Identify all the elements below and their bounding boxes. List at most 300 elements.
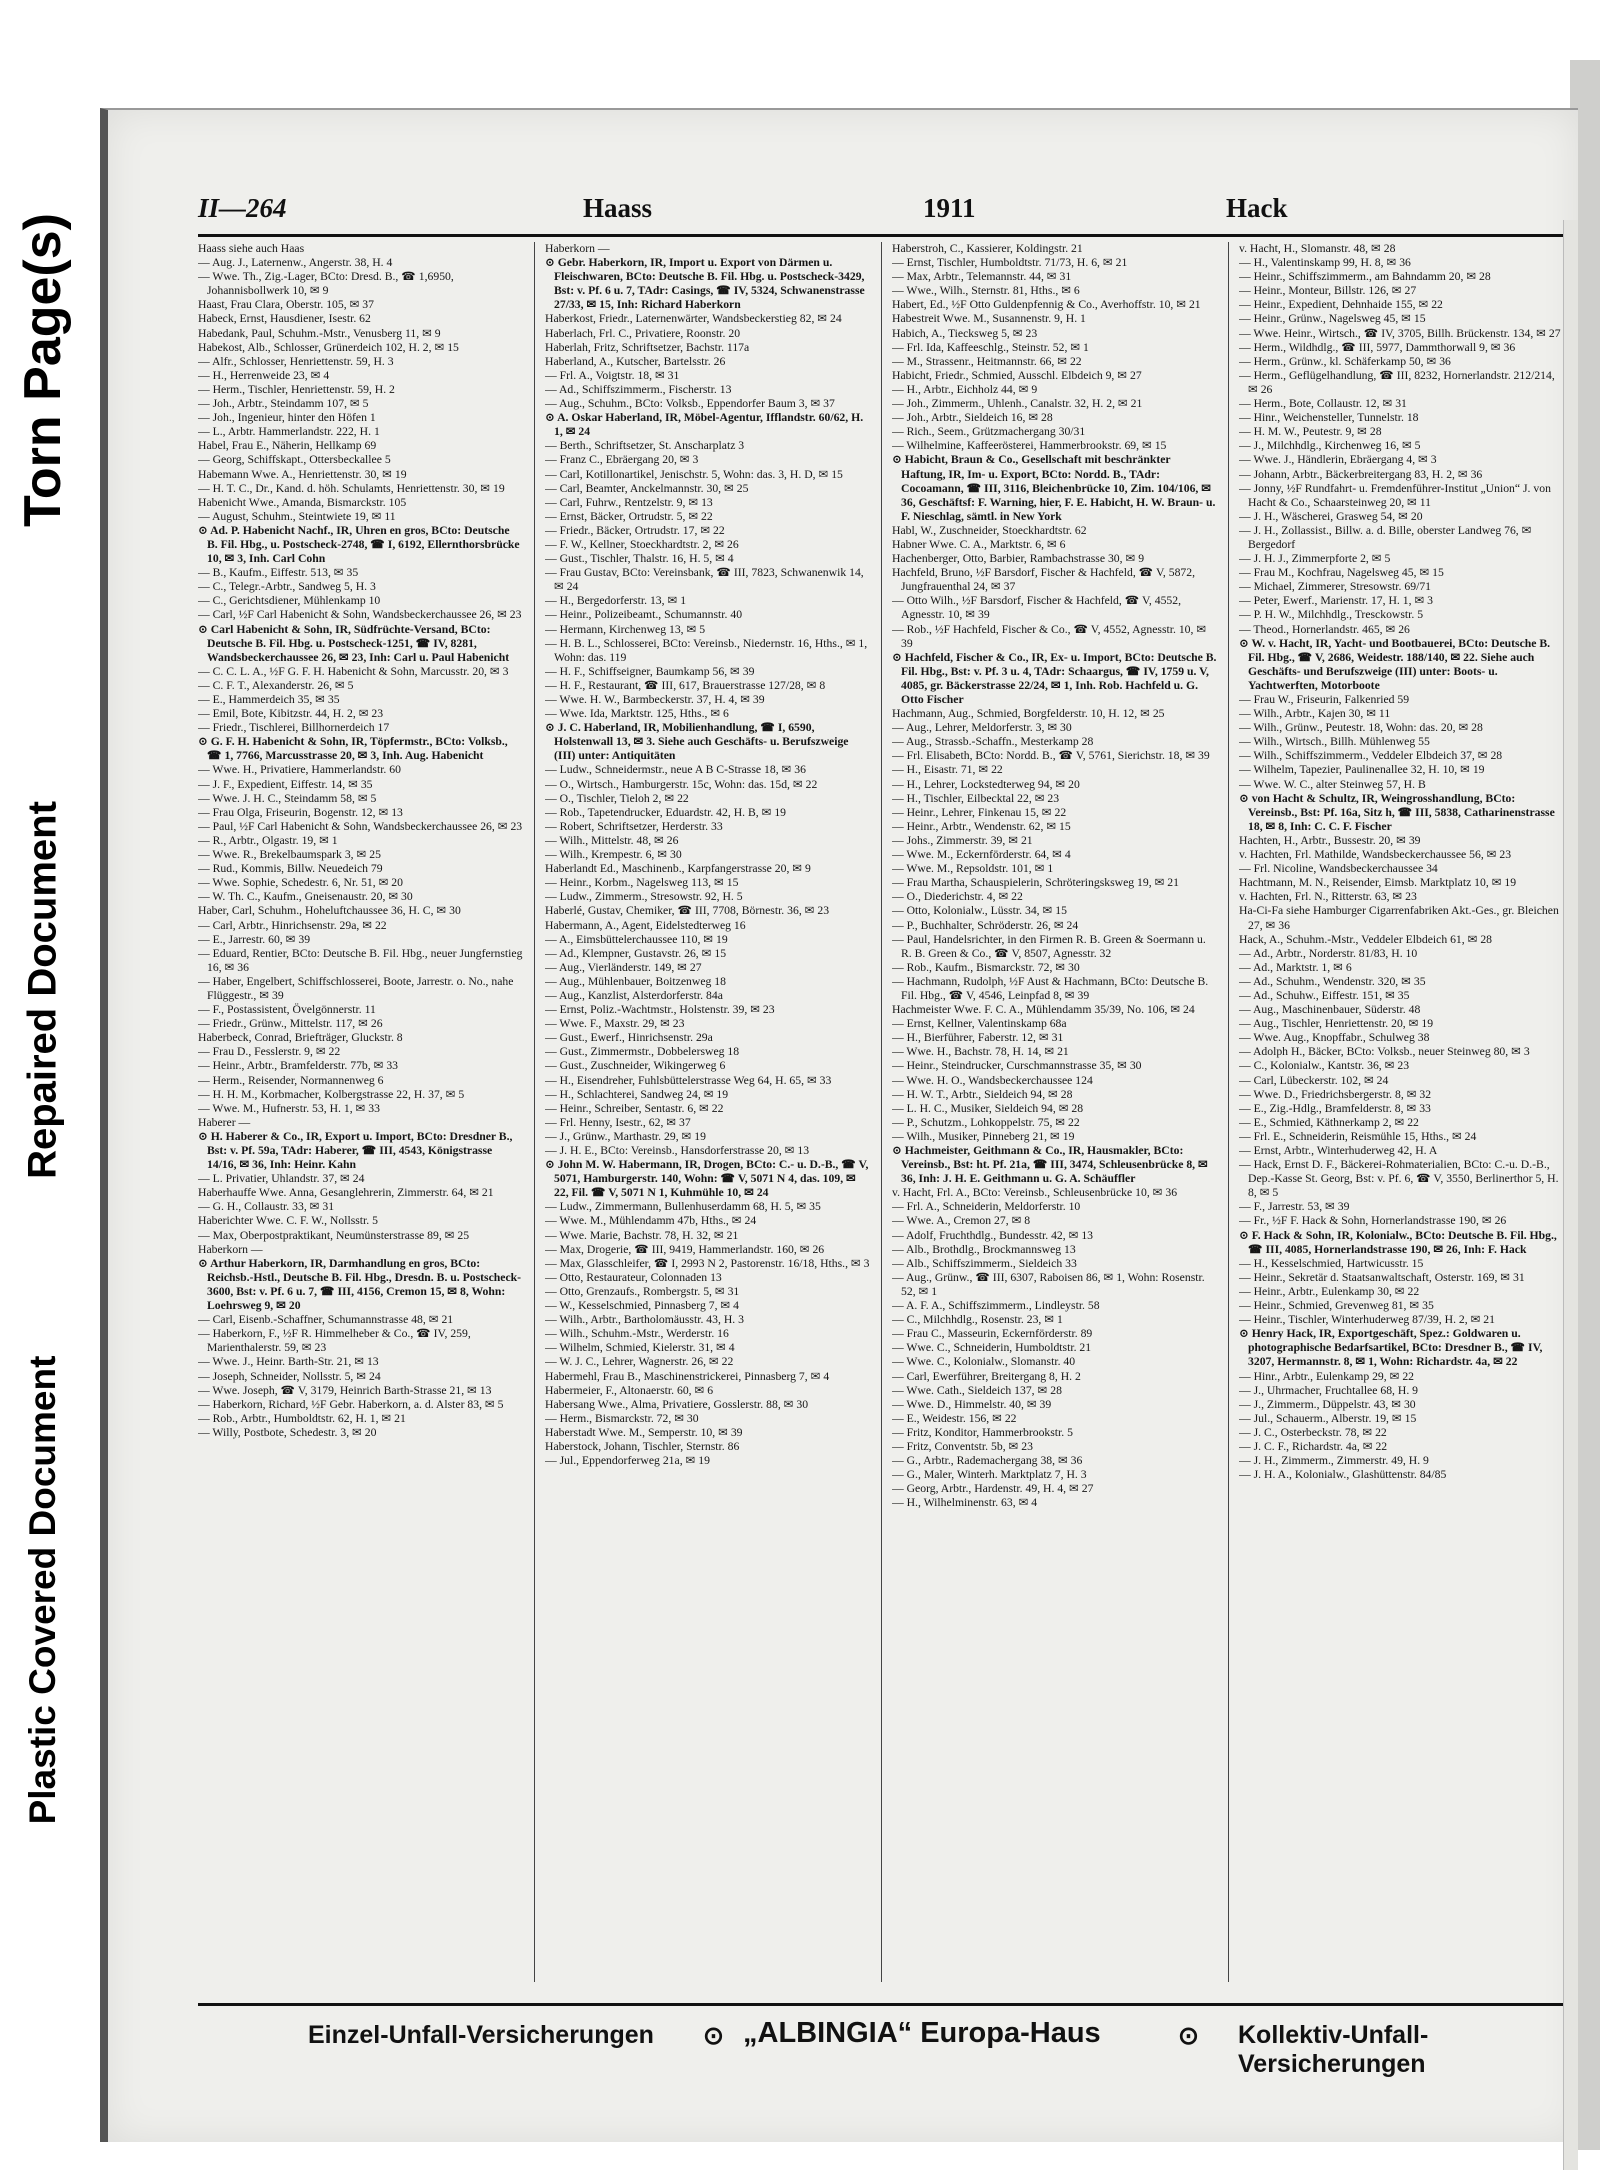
directory-entry: — Wwe. F., Maxstr. 29, ✉ 23: [545, 1017, 685, 1031]
directory-entry: — Wwe. M., Mühlendamm 47b, Hths., ✉ 24: [545, 1214, 757, 1228]
directory-entry: — Heinr., Expedient, Dehnhaide 155, ✉ 22: [1239, 298, 1443, 312]
directory-entry: — Ludw., Zimmerm., Stresowstr. 92, H. 5: [545, 890, 743, 904]
directory-entry: — Ad., Schiffszimmerm., Fischerstr. 13: [545, 382, 732, 396]
directory-entry: — Wilh., Krempestr. 6, ✉ 30: [545, 848, 682, 862]
directory-entry: — Frau Gustav, BCto: Vereinsbank, ☎ III, 7823, Schwanenwik 14, ✉ 24: [545, 566, 864, 594]
directory-entry: — Alb., Schiffszimmerm., Sieldeich 33: [892, 1256, 1077, 1270]
directory-entry: v. Hacht, H., Slomanstr. 48, ✉ 28: [1239, 242, 1396, 255]
directory-entry: — Rich., Seem., Grützmachergang 30/31: [892, 425, 1086, 439]
directory-entry: — Herm., Bote, Collaustr. 12, ✉ 31: [1239, 397, 1407, 411]
directory-entry: — J. H. A., Kolonialw., Glashüttenstr. 84/85: [1239, 1468, 1447, 1482]
directory-entry: — G., Arbtr., Rademachergang 38, ✉ 36: [892, 1454, 1083, 1468]
directory-entry: — Otto, Grenzaufs., Rombergstr. 5, ✉ 31: [545, 1284, 740, 1298]
directory-entry: — Wwe. Marie, Bachstr. 78, H. 32, ✉ 21: [545, 1228, 739, 1242]
directory-entry: — H., Valentinskamp 99, H. 8, ✉ 36: [1239, 256, 1411, 270]
directory-entry: Haberstock, Johann, Tischler, Sternstr. 86: [545, 1439, 740, 1453]
directory-entry: Habicht, Friedr., Schmied, Ausschl. Elbdeich 9, ✉ 27: [892, 368, 1142, 382]
directory-entry: — G., Maler, Winterh. Marktplatz 7, H. 3: [892, 1468, 1087, 1482]
directory-entry: — Wilh., Schiffszimmerm., Veddeler Elbdeich 37, ✉ 28: [1239, 749, 1503, 763]
directory-entry: — Frau Olga, Friseurin, Bogenstr. 12, ✉ 13: [198, 805, 403, 819]
directory-entry: — Herm., Tischler, Henriettenstr. 59, H. 2: [198, 382, 395, 396]
directory-entry: — L. H. C., Musiker, Sieldeich 94, ✉ 28: [892, 1101, 1084, 1115]
directory-entry: — J. H., Wäscherei, Grasweg 54, ✉ 20: [1239, 509, 1423, 523]
directory-entry: — Theod., Hornerlandstr. 465, ✉ 26: [1239, 622, 1410, 636]
directory-entry: Hachtmann, M. N., Reisender, Eimsb. Marktplatz 10, ✉ 19: [1239, 876, 1517, 890]
directory-entry: — Aug., Kanzlist, Alsterdorferstr. 84a: [545, 988, 723, 1002]
directory-entry: — J. H. E., BCto: Vereinsb., Hansdorferstrasse 20, ✉ 13: [545, 1144, 810, 1157]
directory-entry: Habenicht Wwe., Amanda, Bismarckstr. 105: [198, 495, 407, 509]
directory-entry: — Aug., Lehrer, Meldorferstr. 3, ✉ 30: [892, 721, 1072, 735]
directory-entry: — H. F., Schiffseigner, Baumkamp 56, ✉ 39: [545, 664, 755, 678]
directory-entry: — Wilhelm, Schmied, Kielerstr. 31, ✉ 4: [545, 1341, 735, 1355]
page-number: II—264: [198, 193, 287, 223]
header-rule: [198, 234, 1576, 237]
directory-entry: — Carl, ½F Carl Habenicht & Sohn, Wandsbeckerchaussee 26, ✉ 23: [198, 608, 522, 622]
directory-entry: Haberhauffe Wwe. Anna, Gesanglehrerin, Zimmerstr. 64, ✉ 21: [198, 1186, 494, 1200]
directory-entry: — Frl. A., Voigtstr. 18, ✉ 31: [545, 368, 680, 382]
header-keyword-right: Hack: [1226, 193, 1288, 223]
directory-entry: — Carl, Beamter, Anckelmannstr. 30, ✉ 25: [545, 481, 749, 495]
directory-entry: — Frl. Ida, Kaffeeschlg., Steinstr. 52, ✉ 1: [892, 340, 1089, 354]
directory-entry: — J. C., Osterbeckstr. 78, ✉ 22: [1239, 1425, 1387, 1439]
column-divider: [1228, 242, 1229, 1982]
directory-entry: — Herm., Grünw., kl. Schäferkamp 50, ✉ 36: [1239, 354, 1451, 368]
directory-entry: — Heinr., Tischler, Winterhuderweg 87/39, H. 2, ✉ 21: [1239, 1313, 1495, 1327]
footer-left-text: Einzel-Unfall-Versicherungen: [308, 2021, 654, 2049]
directory-entry: — Herm., Geflügelhandlung, ☎ III, 8232, Hornerlandstr. 212/214, ✉ 26: [1239, 368, 1555, 396]
directory-entry: — P., Schutzm., Lohkoppelstr. 75, ✉ 22: [892, 1115, 1080, 1129]
directory-entry: — Heinr., Monteur, Billstr. 126, ✉ 27: [1239, 284, 1417, 298]
directory-entry: — H., Lehrer, Lockstedterweg 94, ✉ 20: [892, 777, 1080, 791]
directory-entry: Habedank, Paul, Schuhm.-Mstr., Venusberg 11, ✉ 9: [198, 326, 441, 340]
directory-entry: — Gust., Ewerf., Hinrichsenstr. 29a: [545, 1031, 713, 1045]
directory-entry: — J., Milchhdlg., Kirchenweg 16, ✉ 5: [1239, 439, 1421, 453]
header-keyword-left: Haass: [583, 193, 653, 223]
directory-entry: Habl, W., Zuschneider, Stoeckhardtstr. 62: [892, 523, 1087, 537]
firm-advert-entry: ⊙ Carl Habenicht & Sohn, IR, Südfrüchte-Versand, BCto: Deutsche B. Fil. Hbg. u. Postscheck-1251, ☎ IV, 8281, Wandsbeckerchaussee 26, ✉ 23, Inh: Carl u. Paul Habenicht: [198, 622, 510, 664]
directory-entry: — Heinr., Schmied, Grevenweg 81, ✉ 35: [1239, 1299, 1434, 1313]
directory-entry: — Ad., Klempner, Gustavstr. 26, ✉ 15: [545, 946, 727, 960]
directory-entry: — Joh., Arbtr., Steindamm 107, ✉ 5: [198, 397, 369, 411]
directory-entry: — Otto, Kolonialw., Lüsstr. 34, ✉ 15: [892, 904, 1067, 918]
directory-entry: — Heinr., Korbm., Nagelsweg 113, ✉ 15: [545, 876, 739, 890]
firm-advert-entry: ⊙ J. C. Haberland, IR, Mobilienhandlung, ☎ I, 6590, Holstenwall 13, ✉ 3. Siehe auch Geschäfts- u. Berufszweige (III) unter: Antiquitäten: [545, 721, 849, 763]
column-1: [198, 242, 523, 1982]
directory-entry: — Ad., Schuhm., Wendenstr. 320, ✉ 35: [1239, 974, 1426, 988]
directory-entry: Habeck, Ernst, Hausdiener, Isestr. 62: [198, 312, 371, 326]
directory-entry: Habermehl, Frau B., Maschinenstrickerei, Pinnasberg 7, ✉ 4: [545, 1369, 830, 1383]
directory-entry: — Paul, ½F Carl Habenicht & Sohn, Wandsbeckerchaussee 26, ✉ 23: [198, 819, 523, 833]
directory-entry: — Carl, Kotillonartikel, Jenischstr. 5, Wohn: das. 3, H. D, ✉ 15: [545, 467, 843, 481]
torn-edge: [1563, 220, 1578, 2170]
directory-entry: — Willy, Postbote, Schedestr. 3, ✉ 20: [198, 1425, 377, 1439]
directory-entry: — Rob., Kaufm., Bismarckstr. 72, ✉ 30: [892, 960, 1080, 974]
firm-advert-entry: ⊙ John M. W. Habermann, IR, Drogen, BCto: C.- u. D.-B., ☎ V, 5071, Hamburgerstr. 140, Wohn: ☎ V, 5071 N 4, das. 109, ✉ 22, Fil. ☎ V, 5071 N 1, Kuhmühle 10, ✉ 24: [545, 1158, 869, 1200]
directory-entry: — F., Postassistent, Övelgönnerstr. 11: [198, 1003, 376, 1017]
directory-entry: — Wwe. Heinr., Wirtsch., ☎ IV, 3705, Billh. Brückenstr. 134, ✉ 27: [1239, 326, 1561, 340]
directory-entry: — C. C. L. A., ½F G. F. H. Habenicht & Sohn, Marcusstr. 20, ✉ 3: [198, 664, 509, 678]
directory-entry: — J. C. F., Richardstr. 4a, ✉ 22: [1239, 1439, 1388, 1453]
directory-entry: — Fritz, Konditor, Hammerbrookstr. 5: [892, 1425, 1073, 1439]
firm-advert-entry: ⊙ Gebr. Haberkorn, IR, Import u. Export von Därmen u. Fleischwaren, BCto: Deutsche B. Fil. Hbg. u. Postscheck-3429, Bst: v. Pf. 6 u. 7, TAdr: Casings, ☎ IV, 5324, Schwanenstrasse 27/33, ✉ 15, Inh: Richard Haberkorn: [545, 256, 865, 312]
directory-entry: — C., Kolonialw., Kantstr. 36, ✉ 23: [1239, 1059, 1410, 1073]
directory-entry: — Jul., Eppendorferweg 21a, ✉ 19: [545, 1454, 710, 1468]
directory-entry: — Frl. A., Schneiderin, Meldorferstr. 10: [892, 1200, 1081, 1214]
directory-entry: — Hachmann, Rudolph, ½F Aust & Hachmann, BCto: Deutsche B. Fil. Hbg., ☎ V, 4546, Leinpfad 8, ✉ 39: [892, 974, 1209, 1002]
directory-entry: — Hermann, Kirchenweg 13, ✉ 5: [545, 622, 706, 636]
directory-entry: — Wwe. Ida, Marktstr. 125, Hths., ✉ 6: [545, 707, 729, 721]
directory-entry: — Rob., Tapetendrucker, Eduardstr. 42, H. B, ✉ 19: [545, 805, 787, 819]
directory-entry: — J., Zimmerm., Düppelstr. 43, ✉ 30: [1239, 1397, 1416, 1411]
directory-entry: — H. B. L., Schlosserei, BCto: Vereinsb., Niedernstr. 16, Hths., ✉ 1, Wohn: das. 119: [545, 636, 868, 664]
directory-entry: — Heinr., Sekretär d. Staatsanwaltschaft, Osterstr. 169, ✉ 31: [1239, 1270, 1525, 1284]
directory-entry: — Wilh., Schuhm.-Mstr., Werderstr. 16: [545, 1327, 729, 1341]
directory-entry: — Heinr., Arbtr., Bramfelderstr. 77b, ✉ 33: [198, 1059, 399, 1073]
directory-entry: — Haberkorn, Richard, ½F Gebr. Haberkorn, a. d. Alster 83, ✉ 5: [198, 1397, 504, 1411]
directory-entry: Haberlé, Gustav, Chemiker, ☎ III, 7708, Börnestr. 36, ✉ 23: [545, 904, 830, 918]
directory-entry: Hachmeister Wwe. F. C. A., Mühlendamm 35/39, No. 106, ✉ 24: [892, 1003, 1195, 1017]
firm-advert-entry: ⊙ Arthur Haberkorn, IR, Darmhandlung en gros, BCto: Reichsb.-Hstl., Deutsche B. Fil. Hbg., Dresdn. B. u. Postscheck-3600, Bst: v. Pf. 6 u. 7, ☎ III, 4156, Cremon 15, ✉ 8, Wohn: Loehrsweg 9, ✉ 20: [198, 1256, 522, 1313]
directory-entry: — H., Herrenweide 23, ✉ 4: [198, 368, 330, 382]
directory-entry: Hachmann, Aug., Schmied, Borgfelderstr. 10, H. 12, ✉ 25: [892, 707, 1165, 721]
directory-entry: — Wwe. Th., Zig.-Lager, BCto: Dresd. B., ☎ 1,6950, Johannisbollwerk 10, ✉ 9: [198, 270, 454, 298]
directory-entry: Hachenberger, Otto, Barbier, Rambachstrasse 30, ✉ 9: [892, 552, 1145, 566]
directory-entry: Haberlandt Ed., Maschinenb., Karpfangerstrasse 20, ✉ 9: [545, 862, 811, 876]
directory-entry: — Wilhelmine, Kaffeerösterei, Hammerbrookstr. 69, ✉ 15: [892, 439, 1167, 453]
footer-rule: [198, 2003, 1576, 2006]
directory-entry: — Aug., Schuhm., BCto: Volksb., Eppendorfer Baum 3, ✉ 37: [545, 397, 835, 411]
directory-entry: — Jonny, ½F Rundfahrt- u. Fremdenführer-Institut „Union“ J. von Hacht & Co., Schaarsteinweg 20, ✉ 11: [1239, 481, 1551, 509]
directory-entry: — August, Schuhm., Steintwiete 19, ✉ 11: [198, 509, 396, 523]
directory-entry: Haberkorn —: [198, 1242, 263, 1256]
directory-entry: — O., Diederichstr. 4, ✉ 22: [892, 890, 1023, 904]
directory-entry: — Wwe. H. O., Wandsbeckerchaussee 124: [892, 1073, 1093, 1087]
directory-entry: — Frl. E., Schneiderin, Reismühle 15, Hths., ✉ 24: [1239, 1129, 1477, 1143]
directory-entry: — A., Eimsbüttelerchaussee 110, ✉ 19: [545, 932, 728, 946]
directory-entry: — Georg, Schiffskapt., Ottersbeckallee 5: [198, 453, 391, 467]
column-4: [1239, 242, 1564, 1982]
directory-entry: — Otto Wilh., ½F Barsdorf, Fischer & Hachfeld, ☎ V, 4552, Agnesstr. 10, ✉ 39: [892, 594, 1182, 622]
directory-entry: — Wwe. J., Händlerin, Ebräergang 4, ✉ 3: [1239, 453, 1437, 467]
directory-entry: v. Hachten, Frl. N., Ritterstr. 63, ✉ 23: [1239, 890, 1417, 904]
directory-entry: — Alfr., Schlosser, Henriettenstr. 59, H. 3: [198, 354, 394, 368]
directory-entry: — Robert, Schriftsetzer, Herderstr. 33: [545, 819, 723, 833]
directory-entry: — Frl. Henny, Isestr., 62, ✉ 37: [545, 1115, 691, 1129]
directory-entry: — Wilhelm, Tapezier, Paulinenallee 32, H. 10, ✉ 19: [1239, 763, 1485, 777]
directory-entry: — Wwe. Aug., Knopffabr., Schulweg 38: [1239, 1031, 1430, 1045]
directory-entry: — O., Tischler, Tieloh 2, ✉ 22: [545, 791, 689, 805]
directory-entry: — Ad., Arbtr., Norderstr. 81/83, H. 10: [1239, 946, 1418, 960]
directory-entry: — Aug., Grünw., ☎ III, 6307, Raboisen 86, ✉ 1, Wohn: Rosenstr. 52, ✉ 1: [892, 1270, 1205, 1298]
firm-advert-entry: ⊙ von Hacht & Schultz, IR, Weingrosshandlung, BCto: Vereinsb., Bst: Pf. 16a, Sitz h, ☎ III, 5838, Catharinenstrasse 18, ✉ 8, Inh: C. C. F. Fischer: [1239, 791, 1555, 833]
footer-center-text: „ALBINGIA“ Europa-Haus: [743, 2017, 1101, 2049]
directory-entry: Hachfeld, Bruno, ½F Barsdorf, Fischer & Hachfeld, ☎ V, 5872, Jungfrauenthal 24, ✉ 37: [892, 566, 1196, 594]
directory-entry: — Friedr., Bäcker, Ortrudstr. 17, ✉ 22: [545, 523, 725, 537]
directory-entry: — Adolph H., Bäcker, BCto: Volksb., neuer Steinweg 80, ✉ 3: [1239, 1045, 1530, 1059]
directory-entry: — R., Arbtr., Olgastr. 19, ✉ 1: [198, 833, 338, 847]
directory-entry: — Carl, Lübeckerstr. 102, ✉ 24: [1239, 1073, 1389, 1087]
directory-entry: Haber, Carl, Schuhm., Hoheluftchaussee 36, H. C, ✉ 30: [198, 904, 461, 918]
directory-entry: — Alb., Brothdlg., Brockmannsweg 13: [892, 1242, 1076, 1256]
page-header: [198, 185, 1576, 235]
directory-entry: — Heinr., Schiffszimmerm., am Bahndamm 20, ✉ 28: [1239, 270, 1491, 284]
directory-entry: v. Hachten, Frl. Mathilde, Wandsbeckerchaussee 56, ✉ 23: [1239, 848, 1512, 862]
directory-entry: — J. H., Zimmerm., Zimmerstr. 49, H. 9: [1239, 1454, 1429, 1468]
directory-entry: Haberstroh, C., Kassierer, Koldingstr. 21: [892, 242, 1083, 255]
firm-advert-entry: ⊙ Henry Hack, IR, Exportgeschäft, Spez.: Goldwaren u. photographische Bedarfsartikel, BCto: Dresdner B., ☎ IV, 3207, Hermannstr. 8, ✉ 1, Wohn: Richardstr. 4a, ✉ 22: [1239, 1327, 1543, 1369]
firm-advert-entry: ⊙ Ad. P. Habenicht Nachf., IR, Uhren en gros, BCto: Deutsche B. Fil. Hbg., u. Postscheck-2748, ☎ I, 6192, Ellernthorsbrücke 10, ✉ 3, Inh. Carl Cohn: [198, 523, 520, 566]
directory-entry: — Aug., Strassb.-Schaffn., Mesterkamp 28: [892, 735, 1094, 749]
directory-entry: — Frl. Nicoline, Wandsbeckerchaussee 34: [1239, 862, 1438, 876]
directory-entry: Hachten, H., Arbtr., Bussestr. 20, ✉ 39: [1239, 833, 1421, 847]
firm-advert-entry: ⊙ Hachfeld, Fischer & Co., IR, Ex- u. Import, BCto: Deutsche B. Fil. Hbg., Bst: v. Pf. 3 u. 4, TAdr: Schaargus, ☎ IV, 1759 u. V, 4085, gr. Bäckerstrasse 22/24, ✉ 1, Inh. Rob. Hachfeld u. G. Otto Fischer: [892, 650, 1217, 706]
directory-page: [100, 108, 1578, 2142]
firm-advert-entry: ⊙ F. Hack & Sohn, IR, Kolonialw., BCto: Deutsche B. Fil. Hbg., ☎ III, 4085, Hornerlandstrasse 190, ✉ 26, Inh: F. Hack: [1239, 1228, 1557, 1256]
directory-entry: — C. F. T., Alexanderstr. 26, ✉ 5: [198, 678, 354, 692]
firm-advert-entry: ⊙ Habicht, Braun & Co., Gesellschaft mit beschränkter Haftung, IR, Im- u. Export, BCto: Nordd. B., TAdr: Cocoamann, ☎ III, 3116, Bleichenbrücke 10, Zim. 104/106, ✉ 36, Geschäftsf: F. Warning, hier, F. E. Habicht, H. W. Braun- u. F. Nieschlag, sämtl. in New York: [892, 453, 1216, 523]
directory-entry: — Wwe. Cath., Sieldeich 137, ✉ 28: [892, 1383, 1062, 1397]
directory-entry: — Ernst, Arbtr., Winterhuderweg 42, H. A: [1239, 1144, 1438, 1157]
directory-entry: — Paul, Handelsrichter, in den Firmen R. B. Green & Soermann u. R. B. Green & Co., ☎ V, 8507, Agnesstr. 32: [892, 932, 1206, 960]
directory-entry: — Herm., Wildhdlg., ☎ III, 5977, Dammthorwall 9, ✉ 36: [1239, 340, 1516, 354]
directory-entry: — H., Kesselschmied, Hartwicusstr. 15: [1239, 1256, 1424, 1270]
directory-entry: Haberer —: [198, 1115, 251, 1129]
directory-entry: — Wilh., Arbtr., Bartholomäusstr. 43, H. 3: [545, 1313, 744, 1327]
footer-right-text: Kollektiv-Unfall-Versicherungen: [1238, 2021, 1429, 2078]
directory-entry: — O., Wirtsch., Hamburgerstr. 15c, Wohn: das. 15d, ✉ 22: [545, 777, 818, 791]
directory-entry: — Wwe. W. C., alter Steinweg 57, H. B: [1239, 777, 1426, 791]
directory-entry: — Johann, Arbtr., Bäckerbreitergang 83, H. 2, ✉ 36: [1239, 467, 1483, 481]
directory-entry: — Peter, Ewerf., Marienstr. 17, H. 1, ✉ 3: [1239, 594, 1434, 608]
directory-entry: — Ludw., Schneidermstr., neue A B C-Strasse 18, ✉ 36: [545, 763, 806, 777]
directory-entry: — Joseph, Schneider, Nollsstr. 5, ✉ 24: [198, 1369, 381, 1383]
directory-entry: — Ernst, Poliz.-Wachtmstr., Holstenstr. 39, ✉ 23: [545, 1003, 775, 1017]
directory-entry: — Wilh., Musiker, Pinneberg 21, ✉ 19: [892, 1129, 1075, 1143]
directory-entry: — J., Uhrmacher, Fruchtallee 68, H. 9: [1239, 1383, 1419, 1397]
directory-entry: — Georg, Arbtr., Hardenstr. 49, H. 4, ✉ 27: [892, 1482, 1094, 1496]
directory-entry: — Wwe. M., Eckernförderstr. 64, ✉ 4: [892, 848, 1071, 862]
column-divider: [534, 242, 535, 1982]
directory-entry: — J., Grünw., Marthastr. 29, ✉ 19: [545, 1129, 706, 1143]
directory-entry: — Wwe. D., Himmelstr. 40, ✉ 39: [892, 1397, 1052, 1411]
directory-entry: Habner Wwe. C. A., Marktstr. 6, ✉ 6: [892, 537, 1066, 551]
directory-entry: — Frau Martha, Schauspielerin, Schröteringsksweg 19, ✉ 21: [892, 876, 1179, 890]
directory-entry: — Hack, Ernst D. F., Bäckerei-Rohmaterialien, BCto: C.-u. D.-B., Dep.-Kasse St. Georg, Bst: v. Pf. 6, ☎ V, 3550, Berlinerthor 5, H. 8, ✉ 5: [1239, 1158, 1559, 1200]
directory-entry: — Frau D., Fesslerstr. 9, ✉ 22: [198, 1045, 341, 1059]
directory-entry: Habemann Wwe. A., Henriettenstr. 30, ✉ 19: [198, 467, 407, 481]
directory-entry: — Fritz, Conventstr. 5b, ✉ 23: [892, 1439, 1033, 1453]
firm-advert-entry: ⊙ H. Haberer & Co., IR, Export u. Import, BCto: Dresdner B., Bst: v. Pf. 59a, TAdr: Haberer, ☎ III, 4543, Königstrasse 14/16, ✉ 36, Inh: Heinr. Kahn: [198, 1129, 513, 1172]
directory-entry: — A. F. A., Schiffszimmerm., Lindleystr. 58: [892, 1299, 1100, 1313]
torn-pages-label: Torn Page(s): [14, 213, 72, 527]
directory-entry: — Wwe. J. H. C., Steindamm 58, ✉ 5: [198, 791, 377, 805]
directory-entry: — E., Schmied, Käthnerkamp 2, ✉ 22: [1239, 1115, 1419, 1129]
footer-separator: ⊙: [1178, 2022, 1199, 2050]
directory-entry: — Wwe. R., Brekelbaumspark 3, ✉ 25: [198, 848, 381, 862]
directory-entry: — Aug., Vierländerstr. 149, ✉ 27: [545, 960, 702, 974]
directory-entry: — Joh., Zimmerm., Uhlenh., Canalstr. 32, H. 2, ✉ 21: [892, 397, 1143, 411]
directory-entry: — Otto, Restaurateur, Colonnaden 13: [545, 1270, 722, 1284]
directory-entry: — J. H., Zollassist., Billw. a. d. Bille, oberster Landweg 76, ✉ Bergedorf: [1239, 523, 1532, 551]
directory-entry: — Aug., Maschinenbauer, Süderstr. 48: [1239, 1003, 1421, 1017]
directory-entry: — Heinr., Arbtr., Wendenstr. 62, ✉ 15: [892, 819, 1071, 833]
directory-entry: — Ernst, Bäcker, Ortrudstr. 5, ✉ 22: [545, 509, 713, 523]
directory-entry: — Aug., Mühlenbauer, Boitzenweg 18: [545, 974, 726, 988]
firm-advert-entry: ⊙ A. Oskar Haberland, IR, Möbel-Agentur, Ifflandstr. 60/62, H. 1, ✉ 24: [545, 411, 864, 439]
directory-entry: — Wwe. A., Cremon 27, ✉ 8: [892, 1214, 1031, 1228]
directory-entry: — Johs., Zimmerstr. 39, ✉ 21: [892, 833, 1033, 847]
directory-entry: — H., Tischler, Eilbecktal 22, ✉ 23: [892, 791, 1060, 805]
directory-entry: — Wilh., Grünw., Peutestr. 18, Wohn: das. 20, ✉ 28: [1239, 721, 1483, 735]
directory-entry: — Emil, Bote, Kibitzstr. 44, H. 2, ✉ 23: [198, 707, 384, 721]
directory-entry: — E., Weidestr. 156, ✉ 22: [892, 1411, 1017, 1425]
directory-entry: — Friedr., Tischlerei, Billhornerdeich 17: [198, 721, 390, 735]
directory-entry: — H., Schlachterei, Sandweg 24, ✉ 19: [545, 1087, 729, 1101]
directory-entry: — Wwe. C., Schneiderin, Humboldtstr. 21: [892, 1341, 1092, 1355]
directory-entry: — Haberkorn, F., ½F R. Himmelheber & Co., ☎ IV, 259, Marienthalerstr. 59, ✉ 23: [198, 1327, 471, 1355]
directory-entry: — Michael, Zimmerer, Stresowstr. 69/71: [1239, 580, 1432, 594]
directory-entry: — Wwe. M., Hufnerstr. 53, H. 1, ✉ 33: [198, 1101, 380, 1115]
directory-entry: — Frau W., Friseurin, Falkenried 59: [1239, 693, 1410, 706]
directory-entry: — E., Zig.-Hdlg., Bramfelderstr. 8, ✉ 33: [1239, 1101, 1431, 1115]
directory-entry: — L., Arbtr. Hammerlandstr. 222, H. 1: [198, 425, 380, 439]
directory-entry: — Gust., Tischler, Thalstr. 16, H. 5, ✉ 4: [545, 552, 734, 566]
directory-entry: Habestreit Wwe. M., Susannenstr. 9, H. 1: [892, 312, 1086, 326]
directory-entry: — P. H. W., Milchhdlg., Tresckowstr. 5: [1239, 608, 1424, 622]
directory-entry: Haberichter Wwe. C. F. W., Nollsstr. 5: [198, 1214, 378, 1228]
directory-entry: — W. Th. C., Kaufm., Gneisenaustr. 20, ✉ 30: [198, 890, 413, 904]
directory-entry: — Eduard, Rentier, BCto: Deutsche B. Fil. Hbg., neuer Jungfernstieg 16, ✉ 36: [198, 946, 523, 974]
directory-entry: — Ludw., Zimmermann, Bullenhuserdamm 68, H. 5, ✉ 35: [545, 1200, 821, 1214]
directory-entry: Habersang Wwe., Alma, Privatiere, Gosslerstr. 88, ✉ 30: [545, 1397, 809, 1411]
directory-entry: — C., Gerichtsdiener, Mühlenkamp 10: [198, 594, 381, 608]
directory-entry: Habert, Ed., ½F Otto Guldenpfennig & Co., Averhoffstr. 10, ✉ 21: [892, 298, 1201, 312]
directory-entry: — Heinr., Polizeibeamt., Schumannstr. 40: [545, 608, 743, 622]
directory-entry: — Heinr., Arbtr., Eulenkamp 30, ✉ 22: [1239, 1284, 1420, 1298]
directory-entry: — Frau M., Kochfrau, Nagelsweg 45, ✉ 15: [1239, 566, 1444, 580]
directory-entry: — Wwe. Sophie, Schedestr. 6, Nr. 51, ✉ 20: [198, 876, 403, 890]
directory-entry: — Frl. Elisabeth, BCto: Nordd. B., ☎ V, 5761, Sierichstr. 18, ✉ 39: [892, 749, 1210, 763]
directory-entry: — Heinr., Steindrucker, Curschmannstrasse 35, ✉ 30: [892, 1059, 1142, 1073]
directory-entry: — Herm., Bismarckstr. 72, ✉ 30: [545, 1411, 699, 1425]
directory-entry: — Wwe., Wilh., Sternstr. 81, Hths., ✉ 6: [892, 284, 1080, 298]
directory-entry: — H. H. M., Korbmacher, Kolbergstrasse 22, H. 37, ✉ 5: [198, 1087, 465, 1101]
directory-entry: — Fr., ½F F. Hack & Sohn, Hornerlandstrasse 190, ✉ 26: [1239, 1214, 1507, 1228]
directory-entry: — Carl, Eisenb.-Schaffner, Schumannstrasse 48, ✉ 21: [198, 1313, 454, 1327]
directory-entry: — Carl, Fuhrw., Rentzelstr. 9, ✉ 13: [545, 495, 713, 509]
directory-entry: Haberland, A., Kutscher, Bartelsstr. 26: [545, 354, 726, 368]
repaired-document-label: Repaired Document: [20, 801, 65, 1179]
directory-entry: — H., Arbtr., Eichholz 44, ✉ 9: [892, 382, 1038, 396]
directory-entry: Haass siehe auch Haas: [198, 242, 305, 255]
directory-entry: — Ad., Marktstr. 1, ✉ 6: [1239, 960, 1352, 974]
directory-entry: Haberlah, Fritz, Schriftsetzer, Bachstr. 117a: [545, 340, 750, 354]
directory-entry: — Rob., Arbtr., Humboldtstr. 62, H. 1, ✉ 21: [198, 1411, 406, 1425]
directory-entry: Hack, A., Schuhm.-Mstr., Veddeler Elbdeich 61, ✉ 28: [1239, 932, 1493, 946]
directory-entry: — Heinr., Schreiber, Sentastr. 6, ✉ 22: [545, 1101, 724, 1115]
directory-entry: — Frau C., Masseurin, Eckernförderstr. 89: [892, 1327, 1093, 1341]
directory-entry: — Berth., Schriftsetzer, St. Anscharplatz 3: [545, 439, 745, 453]
directory-entry: — Joh., Arbtr., Sieldeich 16, ✉ 28: [892, 411, 1053, 425]
directory-entry: — Friedr., Grünw., Mittelstr. 117, ✉ 26: [198, 1017, 383, 1031]
directory-entry: — Max, Glasschleifer, ☎ I, 2993 N 2, Pastorenstr. 16/18, Hths., ✉ 3: [545, 1256, 870, 1270]
directory-entry: — H. F., Restaurant, ☎ III, 617, Brauerstrasse 127/28, ✉ 8: [545, 678, 826, 692]
directory-entry: — W., Kesselschmied, Pinnasberg 7, ✉ 4: [545, 1299, 739, 1313]
directory-entry: — Ernst, Kellner, Valentinskamp 68a: [892, 1017, 1067, 1031]
directory-entry: — E., Jarrestr. 60, ✉ 39: [198, 932, 311, 946]
plastic-covered-label: Plastic Covered Document: [22, 1355, 63, 1825]
directory-entry: — Wwe. C., Kolonialw., Slomanstr. 40: [892, 1355, 1076, 1369]
directory-entry: Haberlach, Frl. C., Privatiere, Roonstr. 20: [545, 326, 741, 340]
directory-entry: — Heinr., Lehrer, Finkenau 15, ✉ 22: [892, 805, 1067, 819]
directory-entry: v. Hacht, Frl. A., BCto: Vereinsb., Schleusenbrücke 10, ✉ 36: [892, 1186, 1178, 1200]
advertisement-footer: [198, 2015, 1576, 2078]
directory-entry: — H., Eisendreher, Fuhlsbüttelerstrasse Weg 64, H. 65, ✉ 33: [545, 1073, 832, 1087]
directory-entry: — F. W., Kellner, Stoeckhardtstr. 2, ✉ 26: [545, 537, 739, 551]
directory-entry: — H., Bierführer, Faberstr. 12, ✉ 31: [892, 1031, 1064, 1045]
directory-entry: — J. H. J., Zimmerpforte 2, ✉ 5: [1239, 552, 1391, 566]
firm-advert-entry: ⊙ G. F. H. Habenicht & Sohn, IR, Töpfermstr., BCto: Volksb., ☎ 1, 7766, Marcusstrasse 20, ✉ 3, Inh. Aug. Habenicht: [198, 735, 508, 763]
directory-entry: Haberkorn —: [545, 242, 610, 255]
directory-entry: — Wilh., Mittelstr. 48, ✉ 26: [545, 833, 679, 847]
directory-entry: — Wwe. H., Bachstr. 78, H. 14, ✉ 21: [892, 1045, 1069, 1059]
firm-advert-entry: ⊙ Hachmeister, Geithmann & Co., IR, Hausmakler, BCto: Vereinsb., Bst: ht. Pf. 21a, ☎ III, 3474, Schleusenbrücke 8, ✉ 36, Inh: J. H. E. Geithmann u. G. A. Schäuffler: [892, 1144, 1208, 1186]
directory-entry: — Adolf, Fruchthdlg., Bundesstr. 42, ✉ 13: [892, 1228, 1094, 1242]
directory-entry: — Haber, Engelbert, Schiffschlosserei, Boote, Jarrestr. o. No., nahe Flüggestr., ✉ 39: [198, 974, 514, 1002]
directory-entry: Haberkost, Friedr., Laternenwärter, Wandsbeckerstieg 82, ✉ 24: [545, 312, 842, 326]
directory-entry: — E., Hammerdeich 35, ✉ 35: [198, 693, 340, 706]
firm-advert-entry: ⊙ W. v. Hacht, IR, Yacht- und Bootbauerei, BCto: Deutsche B. Fil. Hbg., ☎ V, 2686, Weidestr. 188/140, ✉ 22. Siehe auch Geschäfts- und Berufszweige (III) unter: Boots- u. Yachtwerften, Motorboote: [1239, 636, 1551, 692]
directory-entry: Habermeier, F., Altonaerstr. 60, ✉ 6: [545, 1383, 714, 1397]
directory-entry: — Aug., Tischler, Henriettenstr. 20, ✉ 19: [1239, 1017, 1434, 1031]
directory-entry: — Wilh., Wirtsch., Billh. Mühlenweg 55: [1239, 735, 1430, 749]
document-condition-labels: [0, 0, 86, 2177]
directory-entry: — Gust., Zuschneider, Wikingerweg 6: [545, 1059, 726, 1073]
directory-entry: — C., Milchhdlg., Rosenstr. 23, ✉ 1: [892, 1313, 1063, 1327]
directory-entry: — F., Jarrestr. 53, ✉ 39: [1239, 1200, 1350, 1214]
directory-entry: — Hinr., Weichensteller, Tunnelstr. 18: [1239, 411, 1419, 425]
header-year: 1911: [923, 193, 976, 223]
directory-entry: — Hinr., Arbtr., Eulenkamp 29, ✉ 22: [1239, 1369, 1415, 1383]
directory-entry: — H. M. W., Peutestr. 9, ✉ 28: [1239, 425, 1382, 439]
directory-entry: — Ad., Schuhw., Eiffestr. 151, ✉ 35: [1239, 988, 1410, 1002]
directory-entry: — Carl, Arbtr., Hinrichsenstr. 29a, ✉ 22: [198, 918, 387, 932]
directory-entry: — W. J. C., Lehrer, Wagnerstr. 26, ✉ 22: [545, 1355, 734, 1369]
directory-entry: Haberbeck, Conrad, Briefträger, Gluckstr. 8: [198, 1031, 403, 1045]
directory-entry: — Herm., Reisender, Normannenweg 6: [198, 1073, 384, 1087]
directory-entry: — Wwe. D., Friedrichsbergerstr. 8, ✉ 32: [1239, 1087, 1432, 1101]
directory-entry: Habermann, A., Agent, Eidelstedterweg 16: [545, 918, 746, 932]
directory-entry: — Rud., Kommis, Billw. Neuedeich 79: [198, 862, 383, 876]
directory-entry: — Franz C., Ebräergang 20, ✉ 3: [545, 453, 699, 467]
directory-entry: — Heinr., Grünw., Nagelsweg 45, ✉ 15: [1239, 312, 1426, 326]
directory-entry: — G. H., Collaustr. 33, ✉ 31: [198, 1200, 335, 1214]
directory-entry: — Max, Oberpostpraktikant, Neumünsterstrasse 89, ✉ 25: [198, 1228, 470, 1242]
directory-entry: — L. Privatier, Uhlandstr. 37, ✉ 24: [198, 1172, 365, 1186]
directory-entry: — Wwe. J., Heinr. Barth-Str. 21, ✉ 13: [198, 1355, 379, 1369]
directory-entry: — B., Kaufm., Eiffestr. 513, ✉ 35: [198, 566, 359, 580]
column-3: [892, 242, 1217, 1982]
directory-entry: — Max, Arbtr., Telemannstr. 44, ✉ 31: [892, 270, 1072, 284]
directory-entry: — J. F., Expedient, Eiffestr. 14, ✉ 35: [198, 777, 373, 791]
directory-entry: — Joh., Ingenieur, hinter den Höfen 1: [198, 411, 376, 425]
directory-entry: — H., Eisastr. 71, ✉ 22: [892, 763, 1003, 777]
directory-entry: — Wwe. M., Repsoldstr. 101, ✉ 1: [892, 862, 1054, 876]
directory-entry: — H., Bergedorferstr. 13, ✉ 1: [545, 594, 687, 608]
directory-entry: — H., Wilhelminenstr. 63, ✉ 4: [892, 1496, 1038, 1510]
directory-entry: Haast, Frau Clara, Oberstr. 105, ✉ 37: [198, 298, 374, 312]
directory-columns: [198, 242, 1576, 1982]
